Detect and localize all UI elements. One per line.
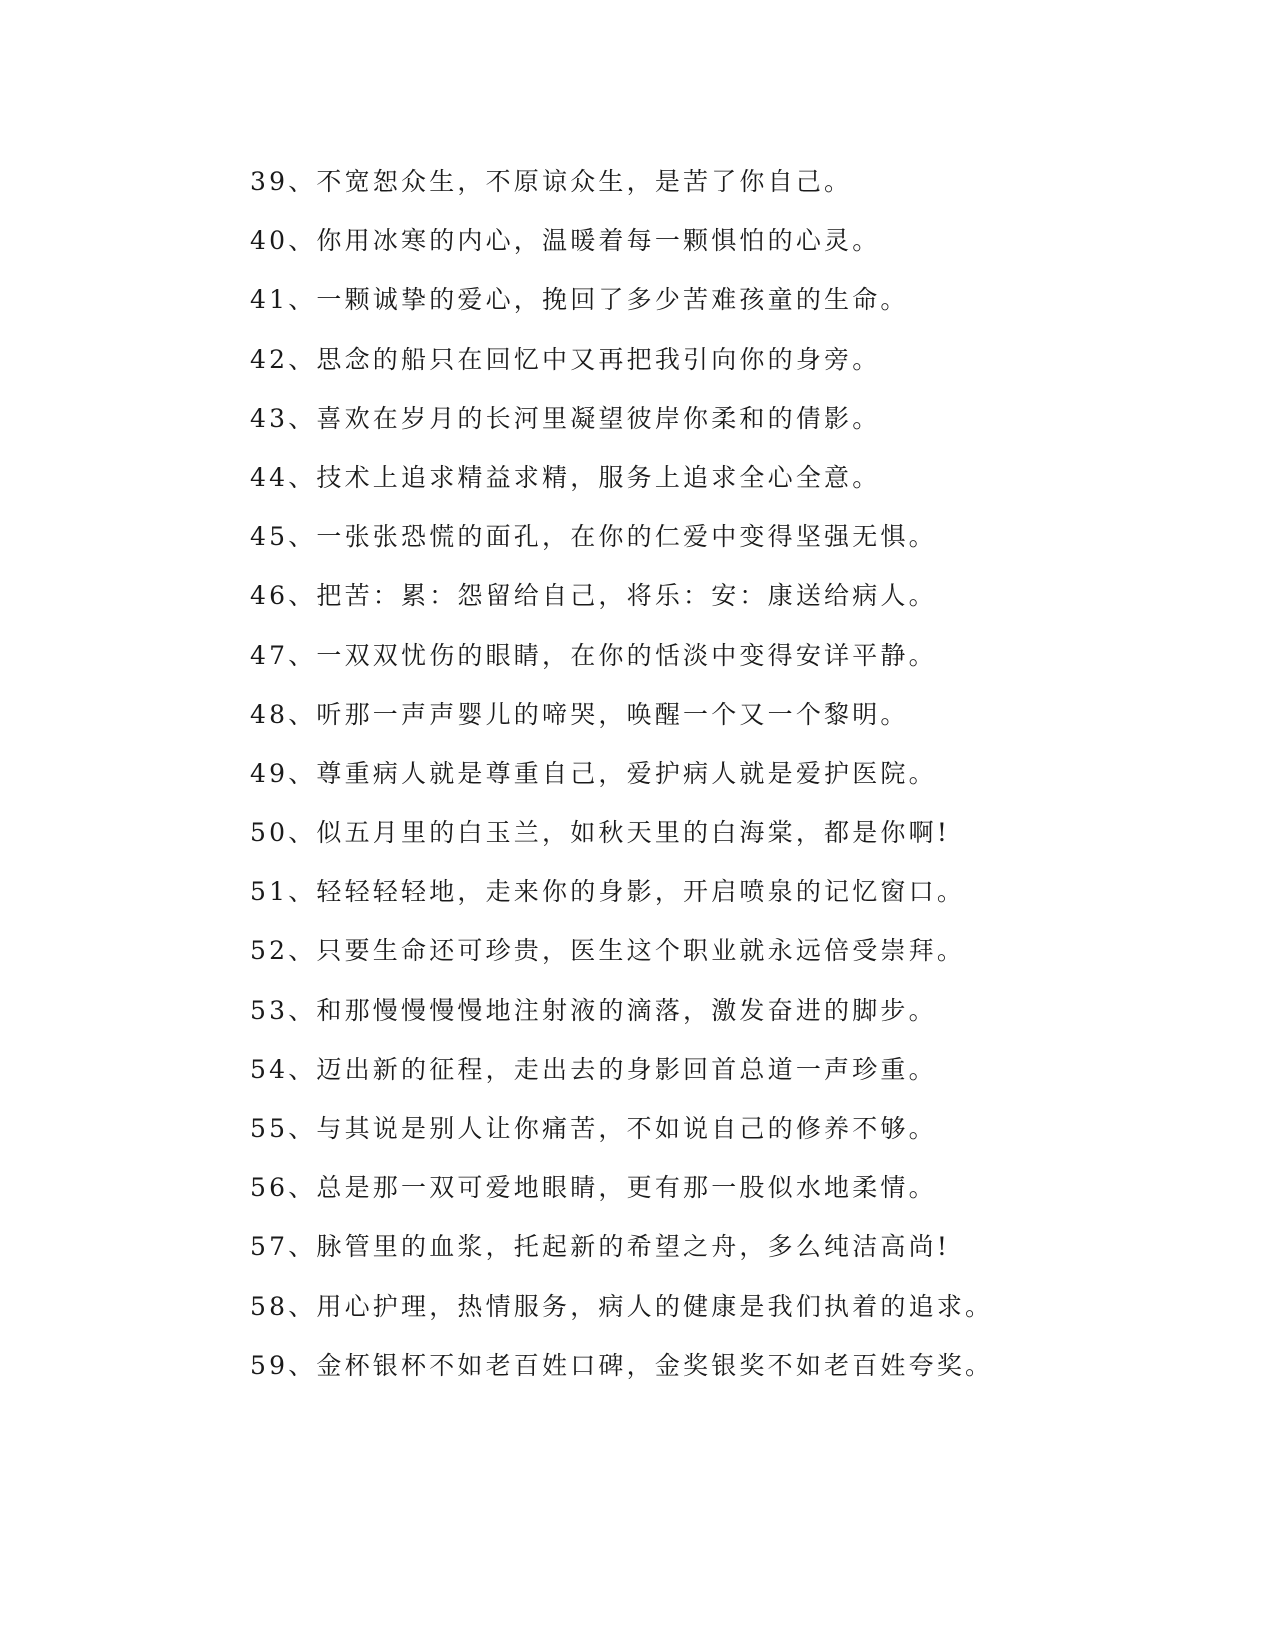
quote-list: [250, 160, 1150, 1403]
list-item: 55、与其说是别人让你痛苦，不如说自己的修养不够。: [250, 1114, 937, 1143]
list-item: 49、尊重病人就是尊重自己，爱护病人就是爱护医院。: [250, 758, 937, 788]
list-item: 41、一颗诚挚的爱心，挽回了多少苦难孩童的生命。: [250, 285, 909, 315]
list-item: 51、轻轻轻轻地，走来你的身影，开启喷泉的记忆窗口。: [250, 877, 966, 907]
list-item: 44、技术上追求精益求精，服务上追求全心全意。: [250, 462, 881, 492]
list-item: 39、不宽恕众生，不原谅众生，是苦了你自己。: [250, 167, 853, 196]
list-item: 45、一张张恐慌的面孔，在你的仁爱中变得坚强无惧。: [250, 522, 937, 552]
list-item: 50、似五月里的白玉兰，如秋天里的白海棠，都是你啊!: [250, 818, 951, 848]
list-item: 40、你用冰寒的内心，温暖着每一颗惧怕的心灵。: [250, 226, 881, 256]
list-item: 47、一双双忧伤的眼睛，在你的恬淡中变得安详平静。: [250, 640, 937, 670]
list-item: 43、喜欢在岁月的长河里凝望彼岸你柔和的倩影。: [250, 403, 881, 433]
list-item: 56、总是那一双可爱地眼睛，更有那一股似水地柔情。: [250, 1173, 937, 1203]
list-item: 48、听那一声声婴儿的啼哭，唤醒一个又一个黎明。: [250, 699, 909, 729]
list-item: 53、和那慢慢慢慢地注射液的滴落，激发奋进的脚步。: [250, 995, 937, 1025]
list-item: 58、用心护理，热情服务，病人的健康是我们执着的追求。: [250, 1291, 994, 1321]
list-item: 52、只要生命还可珍贵，医生这个职业就永远倍受崇拜。: [250, 936, 966, 966]
list-item: 59、金杯银杯不如老百姓口碑，金奖银奖不如老百姓夸奖。: [250, 1350, 994, 1380]
list-item: 57、脉管里的血浆，托起新的希望之舟，多么纯洁高尚!: [250, 1232, 951, 1262]
list-item: 46、把苦：累：怨留给自己，将乐：安：康送给病人。: [250, 581, 937, 611]
list-item: 54、迈出新的征程，走出去的身影回首总道一声珍重。: [250, 1054, 937, 1084]
list-item: 42、思念的船只在回忆中又再把我引向你的身旁。: [250, 344, 881, 374]
